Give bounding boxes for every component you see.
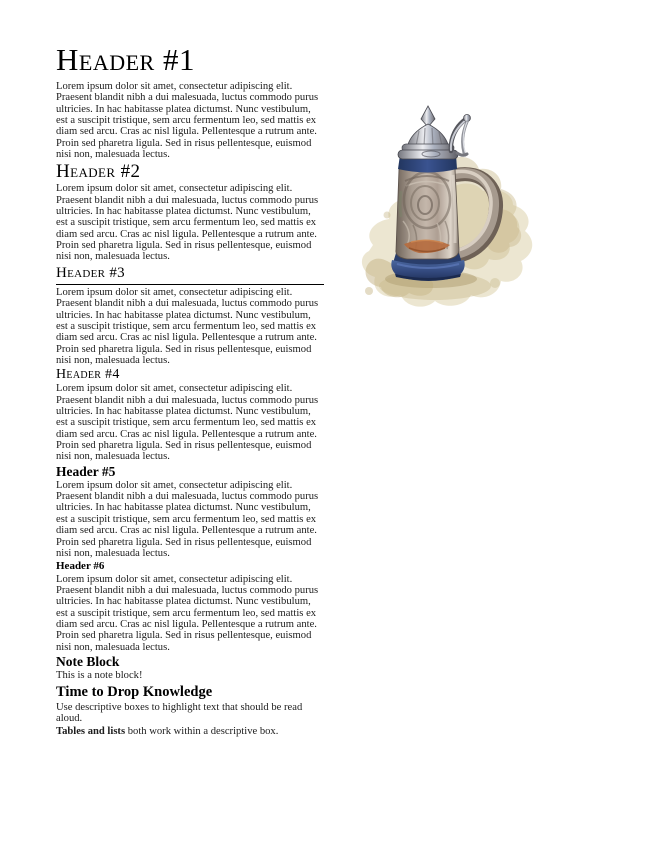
text-column [56,44,324,738]
lorem-paragraph-1: Lorem ipsum dolor sit amet, consectetur adipiscing elit. Praesent blandit nibh a dui malesuada, luctus commodo purus ultricies. In hac habitasse platea dictumst. Nunc vestibulum, est a suscipit tristique, sem arcu fermentum leo, sed mattis ex diam sed arcu. Cras ac nisl ligula. Pellentesque a rutrum ante. Proin sed pharetra ligula. Sed in risus pellentesque, euismod nisi non, malesuada lectus. [56,81,319,161]
lorem-paragraph-5: Lorem ipsum dolor sit amet, consectetur adipiscing elit. Praesent blandit nibh a dui malesuada, luctus commodo purus ultricies. In hac habitasse platea dictumst. Nunc vestibulum, est a suscipit tristique, sem arcu fermentum leo, sed mattis ex diam sed arcu. Cras ac nisl ligula. Pellentesque a rutrum ante. Proin sed pharetra ligula. Sed in risus pellentesque, euismod nisi non, malesuada lectus. [56,479,319,559]
descriptive-block-line-2 [56,726,324,737]
lorem-paragraph-3: Lorem ipsum dolor sit amet, consectetur adipiscing elit. Praesent blandit nibh a dui malesuada, luctus commodo purus ultricies. In hac habitasse platea dictumst. Nunc vestibulum, est a suscipit tristique, sem arcu fermentum leo, sed mattis ex diam sed arcu. Cras ac nisl ligula. Pellentesque a rutrum ante. Proin sed pharetra ligula. Sed in risus pellentesque, euismod nisi non, malesuada lectus. [56,286,319,366]
beer-stein-illustration [343,93,573,323]
tables-and-lists-bold: Tables and lists [56,725,126,737]
lorem-paragraph-2: Lorem ipsum dolor sit amet, consectetur adipiscing elit. Praesent blandit nibh a dui malesuada, luctus commodo purus ultricies. In hac habitasse platea dictumst. Nunc vestibulum, est a suscipit tristique, sem arcu fermentum leo, sed mattis ex diam sed arcu. Cras ac nisl ligula. Pellentesque a rutrum ante. Proin sed pharetra ligula. Sed in risus pellentesque, euismod nisi non, malesuada lectus. [56,183,319,263]
heading-4: Header #4 [56,367,120,383]
heading-2: Header #2 [56,161,141,183]
note-block-heading: Note Block [56,654,120,670]
heading-3: Header #3 [56,266,324,285]
heading-6: Header #6 [56,560,105,573]
descriptive-block-heading: Time to Drop Knowledge [56,683,213,700]
lorem-paragraph-4: Lorem ipsum dolor sit amet, consectetur adipiscing elit. Praesent blandit nibh a dui malesuada, luctus commodo purus ultricies. In hac habitasse platea dictumst. Nunc vestibulum, est a suscipit tristique, sem arcu fermentum leo, sed mattis ex diam sed arcu. Cras ac nisl ligula. Pellentesque a rutrum ante. Proin sed pharetra ligula. Sed in risus pellentesque, euismod nisi non, malesuada lectus. [56,383,319,463]
note-block-text: This is a note block! [56,670,143,682]
heading-1: Header #1 [56,42,195,77]
lorem-paragraph-6: Lorem ipsum dolor sit amet, consectetur adipiscing elit. Praesent blandit nibh a dui malesuada, luctus commodo purus ultricies. In hac habitasse platea dictumst. Nunc vestibulum, est a suscipit tristique, sem arcu fermentum leo, sed mattis ex diam sed arcu. Cras ac nisl ligula. Pellentesque a rutrum ante. Proin sed pharetra ligula. Sed in risus pellentesque, euismod nisi non, malesuada lectus. [56,573,319,653]
descriptive-line-2-rest: both work within a descriptive box. [125,725,279,737]
heading-5: Header #5 [56,463,116,479]
descriptive-block-line-1: Use descriptive boxes to highlight text that should be read aloud. [56,701,303,725]
